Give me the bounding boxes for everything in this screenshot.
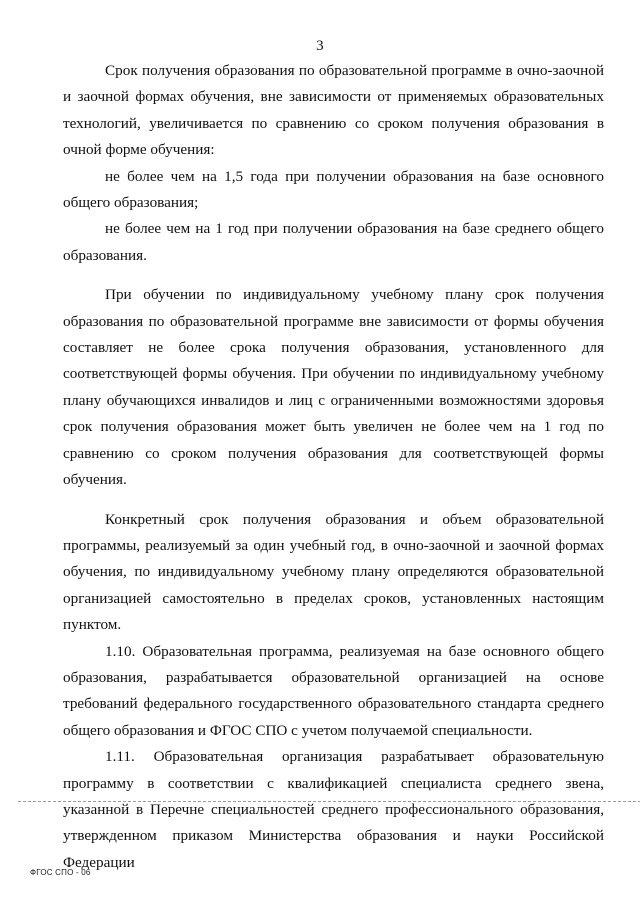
paragraph-individual-plan: При обучении по индивидуальному учебному плану срок получения образования по образовательной программе вне зависимости от формы обучения составляет не более срока получения образования, установленного для соответствующей формы обучения. При обучении по индивидуальному учебному плану обучающихся инвалидов и лиц с ограниченными возможностями здоровья срок получения образования может быть увеличен не более чем на 1 год по сравнению со сроком получения образования для соответствующей формы обучения. xyxy=(63,286,604,489)
footer-standard-code: ФГОС СПО - 06 xyxy=(30,868,91,877)
page-number: 3 xyxy=(316,38,324,54)
paragraph-secondary-general: не более чем на 1 год при получении образования на базе среднего общего образования. xyxy=(63,220,604,264)
paragraph-1-11: 1.11. Образовательная организация разрабатывает образовательную программу в соответствии с квалификацией специалиста среднего звена, указанной в Перечне специальностей среднего профессионального образования, утвержденном приказом Министерства образования и науки Российской Федерации xyxy=(63,748,604,871)
scan-divider-line xyxy=(18,801,640,802)
paragraph-term-extension: Срок получения образования по образовательной программе в очно-заочной и заочной формах обучения, вне зависимости от применяемых образовательных технологий, увеличивается по сравнению со сроком получения образования в очной форме обучения: xyxy=(63,62,604,159)
paragraph-1-10: 1.10. Образовательная программа, реализуемая на базе основного общего образования, разрабатывается образовательной организацией на основе требований федерального государственного образовательного стандарта среднего общего образования и ФГОС СПО с учетом получаемой специальности. xyxy=(63,642,604,739)
paragraph-basic-general: не более чем на 1,5 года при получении образования на базе основного общего образования; xyxy=(63,167,604,212)
document-body xyxy=(63,58,604,876)
paragraph-specific-term: Конкретный срок получения образования и объем образовательной программы, реализуемый за один учебный год, в очно-заочной и заочной формах обучения, по индивидуальному учебному плану определяются образовательной организацией самостоятельно в пределах сроков, установленных настоящим пунктом. xyxy=(63,510,604,634)
